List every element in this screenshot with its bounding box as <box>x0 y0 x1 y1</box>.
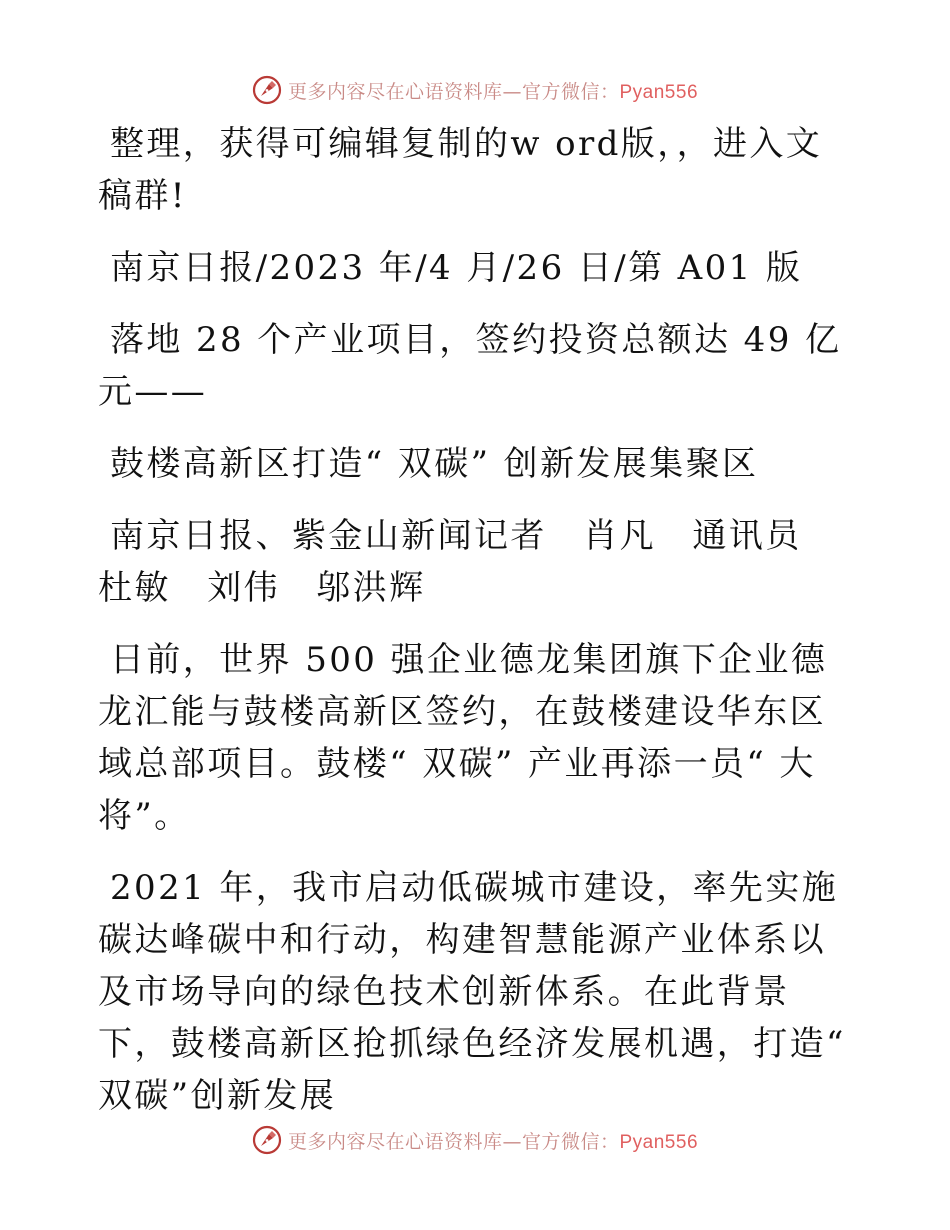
watermark-wechat-id: Pyan556 <box>619 1131 699 1153</box>
paragraph-headline-lead: 落地 28 个产业项目，签约投资总额达 49 亿元—— <box>98 320 842 412</box>
paragraph-headline: 鼓楼高新区打造“ 双碳” 创新发展集聚区 <box>110 444 759 484</box>
paragraph-body-2: 2021 年，我市启动低碳城市建设，率先实施碳达峰碳中和行动，构建智慧能源产业体系以及市场导向的绿色技术创新体系。在此背景下，鼓楼高新区抢抓绿色经济发展机遇，打造“ 双碳”创新发展 <box>98 868 846 1116</box>
pen-nib-logo-icon <box>252 75 282 105</box>
watermark-suffix-text: 官方微信： <box>521 80 620 103</box>
pen-nib-logo-icon <box>252 1125 282 1155</box>
watermark-main-text: 更多内容尽在心语资料库 <box>287 1130 503 1153</box>
paragraph-intro-note: 整理，获得可编辑复制的w ord版，，进入文稿群! <box>98 124 823 216</box>
paragraph-body-1: 日前，世界 500 强企业德龙集团旗下企业德龙汇能与鼓楼高新区签约，在鼓楼建设华东区域总部项目。鼓楼“ 双碳” 产业再添一员“ 大将”。 <box>98 640 828 836</box>
watermark-suffix-text: 官方微信： <box>521 1130 620 1153</box>
watermark-main-text: 更多内容尽在心语资料库 <box>287 80 503 103</box>
paragraph-byline: 南京日报、紫金山新闻记者 肖凡 通讯员 杜敏 刘伟 邬洪辉 <box>98 516 839 608</box>
watermark-wechat-id: Pyan556 <box>619 81 699 103</box>
paragraph-source-line: 南京日报/2023 年/4 月/26 日/第 A01 版 <box>110 248 803 288</box>
document-body <box>98 118 850 1122</box>
watermark-separator: — <box>502 1130 522 1153</box>
watermark-header <box>0 70 950 110</box>
watermark-footer <box>0 1120 950 1160</box>
watermark-separator: — <box>502 80 522 103</box>
